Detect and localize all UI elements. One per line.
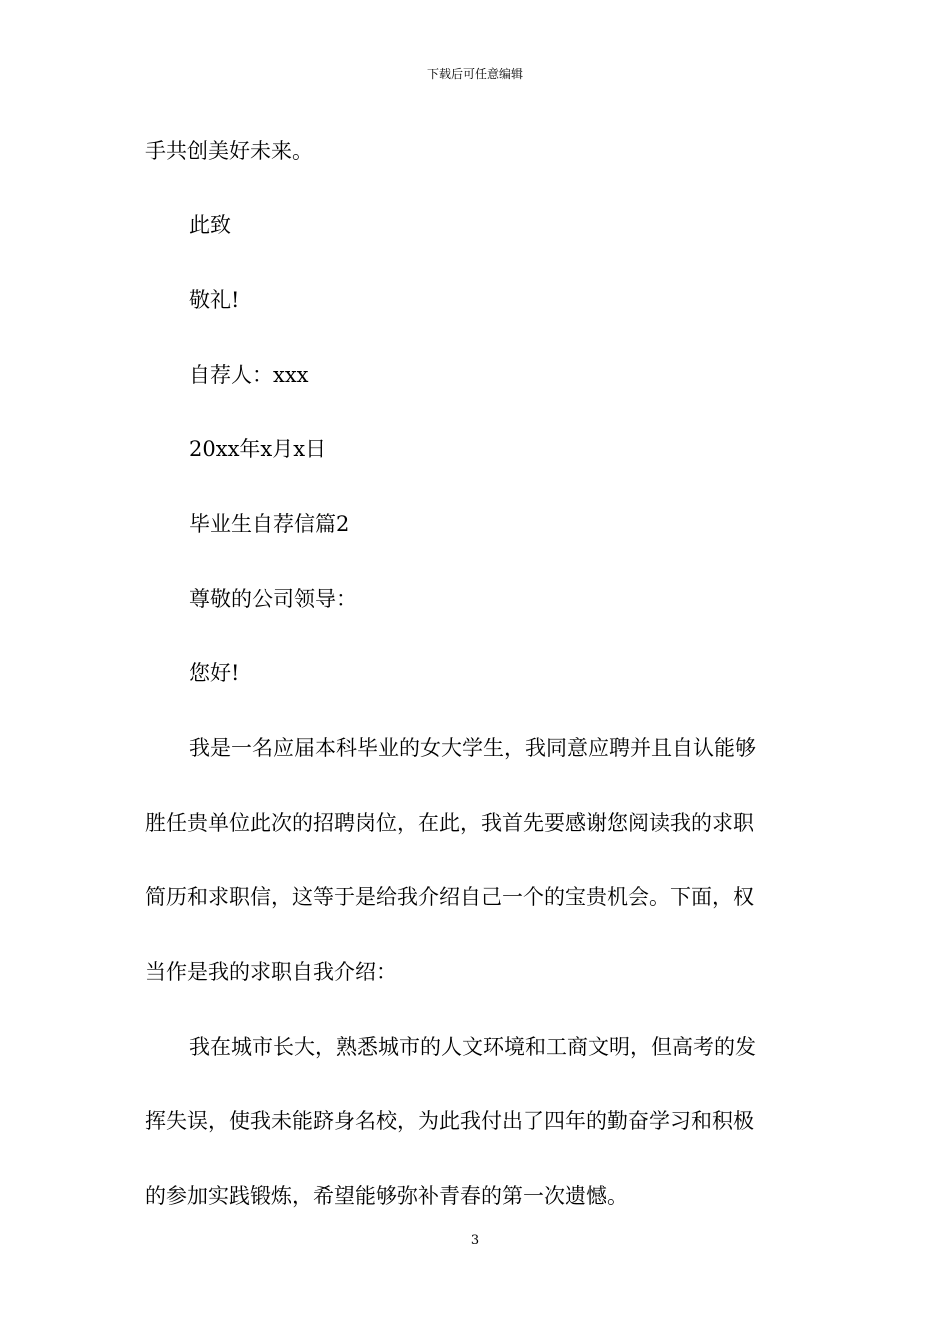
page-header: 下载后可任意编辑 — [426, 67, 523, 81]
date-line: 20xx年x月x日 — [189, 437, 327, 461]
closing-line: 此致 — [189, 213, 231, 237]
paragraph-line: 简历和求职信，这等于是给我介绍自己一个的宝贵机会。下面，权 — [145, 885, 754, 909]
page-number: 3 — [470, 1233, 480, 1248]
salutation-line: 敬礼! — [189, 288, 240, 312]
paragraph-line: 的参加实践锻炼，希望能够弥补青春的第一次遗憾。 — [145, 1184, 628, 1208]
greeting-line: 尊敬的公司领导： — [189, 587, 357, 611]
paragraph-line: 我是一名应届本科毕业的女大学生，我同意应聘并且自认能够 — [189, 736, 756, 760]
paragraph-line: 当作是我的求职自我介绍： — [145, 960, 397, 984]
paragraph-line: 我在城市长大，熟悉城市的人文环境和工商文明，但高考的发 — [189, 1035, 756, 1059]
signature-line: 自荐人：xxx — [189, 363, 309, 387]
paragraph-line: 挥失误，使我未能跻身名校，为此我付出了四年的勤奋学习和积极 — [145, 1109, 754, 1133]
greeting-line: 您好! — [189, 661, 240, 685]
paragraph-line: 胜任贵单位此次的招聘岗位，在此，我首先要感谢您阅读我的求职 — [145, 811, 754, 835]
section-title: 毕业生自荐信篇2 — [189, 512, 350, 536]
text-line: 手共创美好未来。 — [145, 139, 313, 163]
